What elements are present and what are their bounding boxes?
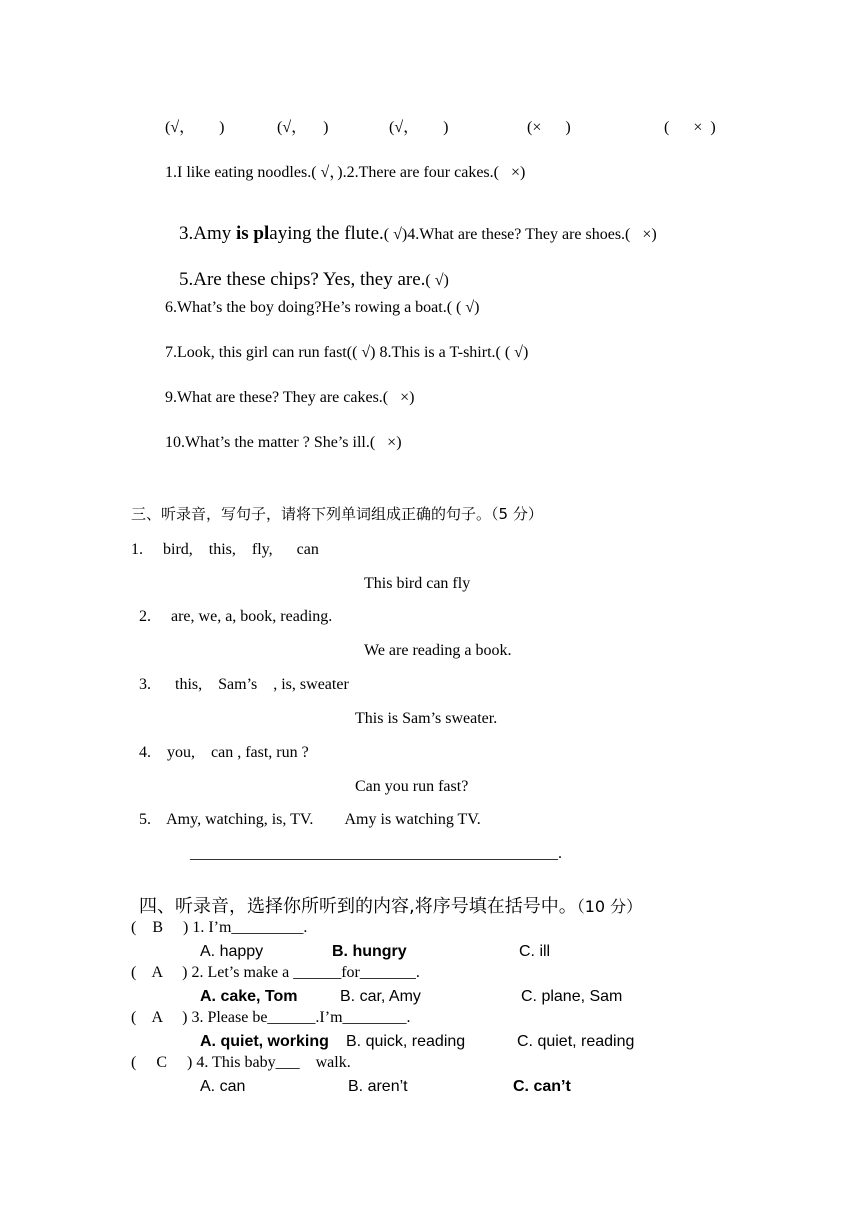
section-3-heading: 三、听录音，写句子，请将下列单词组成正确的句子。（5 分） [131,505,543,523]
s3-answer-1: This bird can fly [364,575,471,592]
s4-question-3: ( A ) 3. Please be______.I’m________. [131,1009,411,1026]
mark-1: (√， ) [165,119,225,136]
s3-answer-3: This is Sam’s sweater. [355,710,498,727]
judgement-line-7: 10.What’s the matter ? She’s ill.( ×) [165,434,402,451]
s4-q1-option-a: A. happy [200,943,264,960]
judgement-line-3 [171,254,449,289]
s4-q4-option-c: C. can’t [513,1078,571,1095]
s4-question-1: ( B ) 1. I’m_________. [131,919,308,936]
judgement-line-2-part-c: aying the flute. [269,223,384,244]
judgement-line-5: 7.Look, this girl can run fast(( √) 8.This is a T-shirt.( ( √) [165,344,529,361]
mark-3: (√， ) [389,119,449,136]
s4-q2-option-b: B. car, Amy [340,988,421,1005]
judgement-line-6: 9.What are these? They are cakes.( ×) [165,389,415,406]
s3-question-3: 3. this, Sam’s , is, sweater [139,676,349,693]
judgement-line-3-part-b: ( √) [425,272,449,289]
s3-question-5: 5. Amy, watching, is, TV. Amy is watching TV. [139,811,481,828]
judgement-line-2 [171,208,657,243]
mark-4: (× ) [527,119,571,136]
s4-q1-option-c: C. ill [519,943,551,960]
s4-q3-option-c: C. quiet, reading [517,1033,635,1050]
s3-question-1: 1. bird, this, fly, can [131,541,319,558]
s4-q4-option-a: A. can [200,1078,246,1095]
s4-q3-option-a: A. quiet, working [200,1033,329,1050]
s4-q3-option-b: B. quick, reading [346,1033,466,1050]
s4-q2-option-c: C. plane, Sam [521,988,623,1005]
section-4-heading [131,882,642,916]
judgement-line-2-part-b: is pl [236,223,270,244]
judgement-line-1: 1.I like eating noodles.( √，).2.There are four cakes.( ×) [165,164,526,181]
judgement-line-4: 6.What’s the boy doing?He’s rowing a boat.( ( √) [165,299,480,316]
s3-question-4: 4. you, can , fast, run ? [139,744,309,761]
mark-5: ( × ) [664,119,716,136]
s4-question-4: ( C ) 4. This baby___ walk. [131,1054,351,1071]
s4-q1-option-b: B. hungry [332,943,407,960]
s3-question-2: 2. are, we, a, book, reading. [139,608,333,625]
mark-2: (√， ) [277,119,329,136]
judgement-line-2-part-d: ( √)4.What are these? They are shoes.( ×) [383,226,657,243]
s3-answer-5-line: ______________________________________________. [190,845,562,862]
section-4-points: （10 分） [576,897,643,916]
s4-q2-option-a: A. cake, Tom [200,988,298,1005]
s4-q4-option-b: B. aren’t [348,1078,408,1095]
judgement-line-3-part-a: 5.Are these chips? Yes, they are. [179,269,426,290]
s4-question-2: ( A ) 2. Let’s make a ______for_______. [131,964,420,981]
judgement-line-2-part-a: 3.Amy [179,223,236,244]
s3-answer-2: We are reading a book. [364,642,512,659]
section-4-heading-text: 四、听录音，选择你所听到的内容,将序号填在括号中。 [139,896,577,917]
s3-answer-4: Can you run fast? [355,778,469,795]
